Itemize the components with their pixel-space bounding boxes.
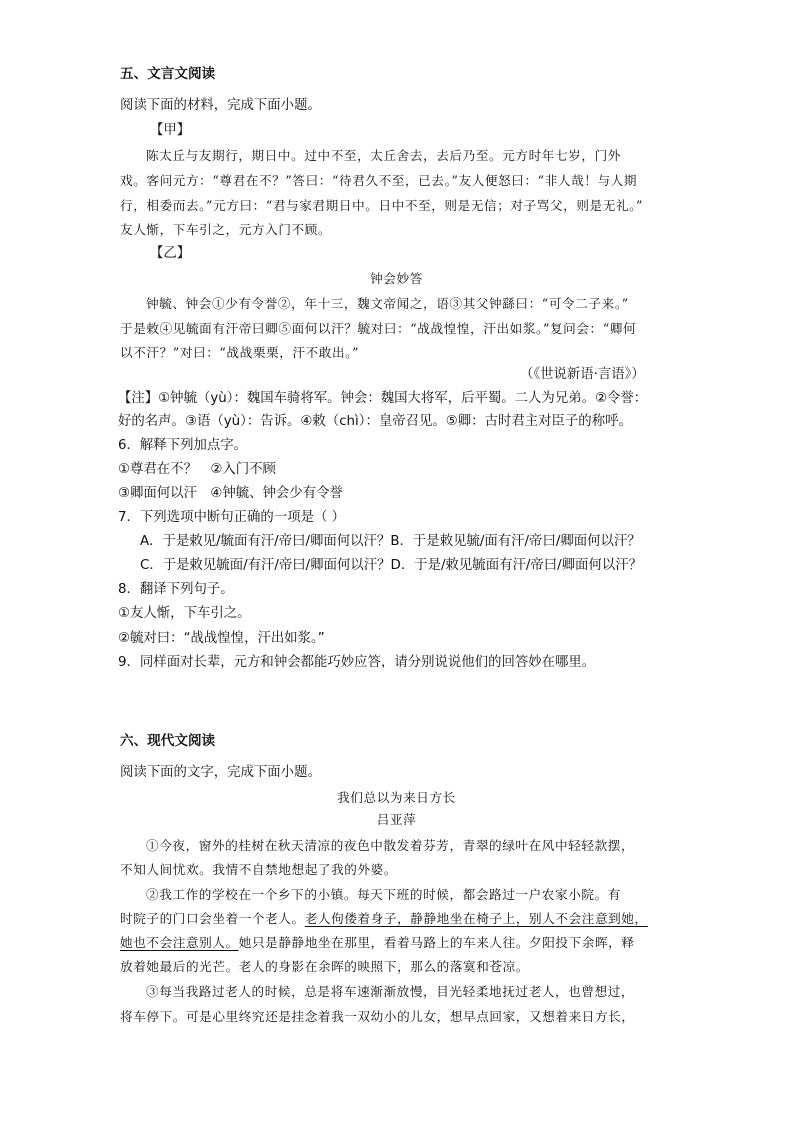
- article-line: 将车停下。可是心里终究还是挂念着我一双幼小的儿女，想早点回家，又想着来日方长，: [120, 1009, 635, 1024]
- passage-line: 陈太丘与友期行，期日中。过中不至，太丘舍去，去后乃至。元方时年七岁，门外: [146, 148, 621, 163]
- question-7-options: A．于是敕见/毓面有汗/帝曰/卿面何以汗？B．于是敕见毓/面有汗/帝曰/卿面何以汗？: [140, 534, 641, 549]
- underlined-sentence: 老人佝偻着身子，静静地坐在椅子上，别人不会注意到她，: [304, 911, 648, 926]
- source-citation: （《世说新语·言语》）: [520, 367, 645, 382]
- note-line: 好的名声。③语（yù）：告诉。④敕（chì）：皇帝召见。⑤卿：古时君主对臣子的称呼。: [118, 414, 632, 429]
- article-line: 放着她最后的光芒。老人的身影在余晖的映照下，那么的落寞和苍凉。: [120, 959, 530, 974]
- passage-label: 【乙】: [150, 246, 191, 261]
- passage-line: 以不汗？”对曰：“战战栗栗，汗不敢出。”: [120, 345, 360, 360]
- article-title: 我们总以为来日方长: [337, 790, 456, 805]
- question-6-items: ①尊君在不？ ②入门不顾: [118, 462, 276, 477]
- question-7: 7．下列选项中断句正确的一项是（ ）: [118, 510, 346, 525]
- passage-line: 戏。客问元方：“尊君在不？”答曰：“待君久不至，已去。”友人便怒曰：“非人哉！与人期: [120, 173, 638, 188]
- instruction-text: 阅读下面的文字，完成下面小题。: [120, 765, 321, 780]
- note-line: 【注】①钟毓（yù）：魏国车骑将军。钟会：魏国大将军，后平蜀。二人为兄弟。②令誉：: [118, 391, 648, 406]
- article-line: [120, 910, 648, 928]
- passage-line: 钟毓、钟会①少有令誉②，年十三，魏文帝闻之，语③其父钟繇曰：“可令二子来。”: [146, 296, 629, 311]
- article-line: ③每当我路过老人的时候，总是将车速渐渐放慢，目光轻柔地抚过老人，也曾想过，: [146, 984, 635, 999]
- article-text: 时院子的门口会坐着一个老人。: [120, 911, 305, 926]
- article-author: 吕亚萍: [376, 812, 417, 827]
- question-6-items: ③卿面何以汗 ④钟毓、钟会少有令誉: [118, 486, 343, 501]
- article-line: ①今夜，窗外的桂树在秋天清凉的夜色中散发着芬芳，青翠的绿叶在风中轻轻款摆，: [146, 838, 635, 853]
- underlined-sentence: 她也不会注意别人。: [120, 935, 239, 950]
- question-6: 6．解释下列加点字。: [118, 438, 248, 453]
- article-line: 不知人间忧欢。我情不自禁地想起了我的外婆。: [120, 862, 398, 877]
- article-line: ②我工作的学校在一个乡下的小镇。每天下班的时候，都会路过一户农家小院。有: [146, 887, 621, 902]
- section-heading: 六、现代文阅读: [120, 733, 216, 749]
- passage-title: 钟会妙答: [370, 271, 423, 286]
- passage-line: 行，相委而去。”元方曰：“君与家君期日中。日中不至，则是无信；对子骂父，则是无礼。”: [120, 198, 644, 213]
- section-heading: 五、文言文阅读: [120, 66, 216, 82]
- question-8-item: ①友人惭，下车引之。: [118, 606, 251, 621]
- question-9: 9．同样面对长辈，元方和钟会都能巧妙应答，请分别说说他们的回答妙在哪里。: [118, 655, 596, 670]
- question-7-options: C．于是敕见毓面/有汗/帝曰/卿面何以汗？D．于是/敕见毓面有汗/帝曰/卿面何以汗？: [140, 558, 643, 573]
- question-8-item: ②毓对曰：“战战惶惶，汗出如浆。”: [118, 631, 325, 646]
- article-text: 她只是静静地坐在那里，看着马路上的车来人往。夕阳投下余晖，释: [238, 935, 635, 950]
- instruction-text: 阅读下面的材料，完成下面小题。: [120, 98, 321, 113]
- passage-label: 【甲】: [150, 123, 191, 138]
- article-line: [120, 934, 635, 952]
- passage-line: 于是敕④见毓面有汗帝曰卿⑤面何以汗？毓对曰：“战战惶惶，汗出如浆。”复问会：“卿何: [120, 321, 637, 336]
- question-8: 8．翻译下列句子。: [118, 582, 234, 597]
- passage-line: 友人惭，下车引之，元方入门不顾。: [120, 222, 332, 237]
